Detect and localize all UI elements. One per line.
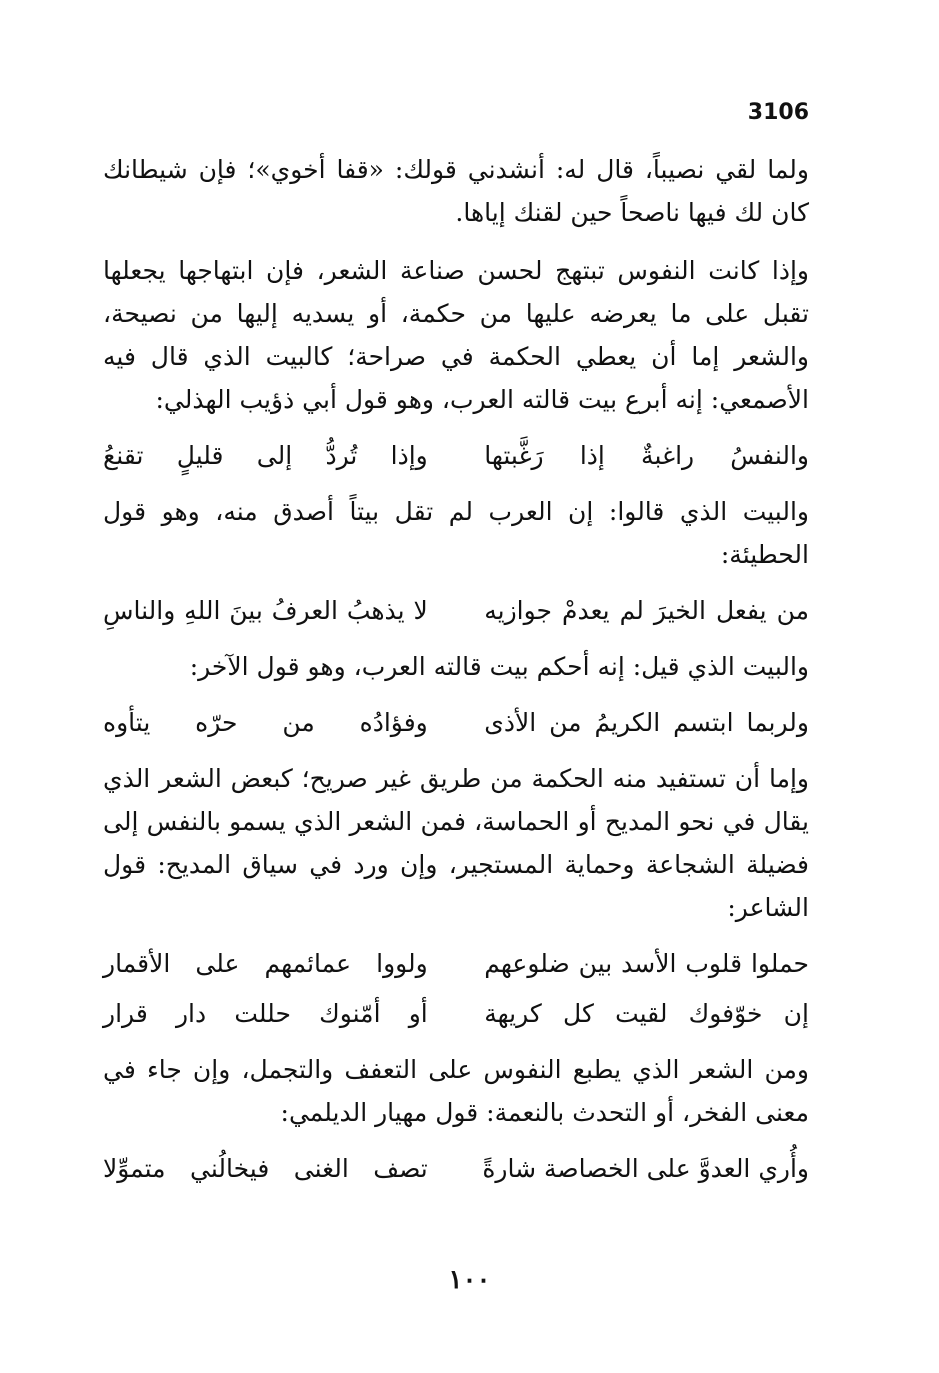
verse-second-hemistich: تصف الغنى فيخالُني متموِّلا xyxy=(103,1154,428,1183)
poem-block xyxy=(103,1149,809,1189)
verse-line xyxy=(103,944,809,984)
verse-second-hemistich: لا يذهبُ العرفُ بينَ اللهِ والناسِ xyxy=(103,596,428,625)
verse-first-hemistich: والنفسُ راغبةٌ إذا رَغَّبتها xyxy=(484,441,809,470)
poem-block xyxy=(103,944,809,1034)
verse-second-hemistich: أو أمّنوك حللت دار قرار xyxy=(103,999,428,1028)
verse-line xyxy=(103,703,809,743)
poem-block xyxy=(103,703,809,743)
paragraph: وإما أن تستفيد منه الحكمة من طريق غير صريح؛ كبعض الشعر الذي يقال في نحو المديح أو الحماسة، فمن الشعر الذي يسمو بالنفس إلى فضيلة الشجاعة وحماية المستجير، وإن ورد في سياق المديح: قول الشاعر: xyxy=(103,764,809,922)
page-code: 3106 xyxy=(747,100,809,125)
page-number: ١٠٠ xyxy=(448,1265,491,1295)
paragraph: والبيت الذي قالوا: إن العرب لم تقل بيتاً أصدق منه، وهو قول الحطيئة: xyxy=(103,497,809,569)
paragraph: ولما لقي نصيباً، قال له: أنشدني قولك: «قفا أخوي»؛ فإن شيطانك كان لك فيها ناصحاً حين لقنك إياها. xyxy=(103,155,809,227)
verse-first-hemistich: من يفعل الخيرَ لم يعدمْ جوازيه xyxy=(484,596,809,625)
verse-first-hemistich: ولربما ابتسم الكريمُ من الأذى xyxy=(484,708,809,737)
poem-block xyxy=(103,591,809,631)
verse-second-hemistich: وإذا تُردُّ إلى قليلٍ تقنعُ xyxy=(103,441,428,470)
verse-first-hemistich: إن خوّفوك لقيت كل كريهة xyxy=(484,999,809,1028)
paragraph: والبيت الذي قيل: إنه أحكم بيت قالته العرب، وهو قول الآخر: xyxy=(189,652,809,681)
verse-line xyxy=(103,591,809,631)
verse-first-hemistich: حملوا قلوب الأسد بين ضلوعهم xyxy=(484,949,809,978)
verse-second-hemistich: وفؤادُه من حرّه يتأوه xyxy=(103,708,428,737)
verse-first-hemistich: وأُري العدوَّ على الخصاصة شارةً xyxy=(482,1154,809,1183)
verse-second-hemistich: ولووا عمائمهم على الأقمار xyxy=(103,949,428,978)
verse-line xyxy=(103,436,809,476)
verse-line xyxy=(103,1149,809,1189)
paragraph: ومن الشعر الذي يطبع النفوس على التعفف والتجمل، وإن جاء في معنى الفخر، أو التحدث بالنعمة: قول مهيار الديلمي: xyxy=(103,1055,809,1127)
verse-line xyxy=(103,994,809,1034)
paragraph: وإذا كانت النفوس تبتهج لحسن صناعة الشعر، فإن ابتهاجها يجعلها تقبل على ما يعرضه عليها من حكمة، أو يسديه إليها من نصيحة، والشعر إما أن يعطي الحكمة في صراحة؛ كالبيت الذي قال فيه الأصمعي: إنه أبرع بيت قالته العرب، وهو قول أبي ذؤيب الهذلي: xyxy=(103,256,809,414)
poem-block xyxy=(103,436,809,476)
page-body xyxy=(103,148,809,1203)
